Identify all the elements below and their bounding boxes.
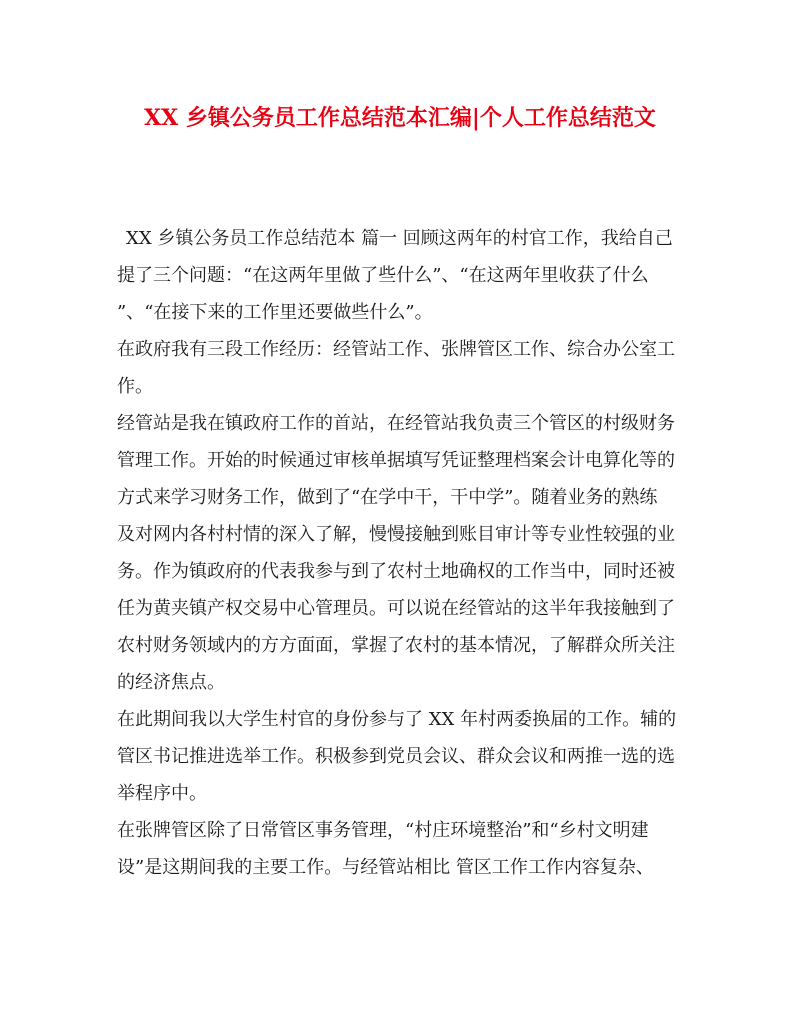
paragraph-line: XX 乡镇公务员工作总结范本 篇一 回顾这两年的村官工作，我给自己 <box>126 228 673 249</box>
paragraph-line: 设”是这期间我的主要工作。与经管站相比 管区工作工作内容复杂、 <box>117 857 654 878</box>
paragraph-line: 管区书记推进选举工作。积极参到党员会议、群众会议和两推一选的选 <box>117 746 675 767</box>
paragraph-line: 提了三个问题：“在这两年里做了些什么”、“在这两年里收获了什么 <box>117 265 649 286</box>
paragraph-line: 经管站是我在镇政府工作的首站，在经管站我负责三个管区的村级财务 <box>117 413 675 434</box>
paragraph-line: 举程序中。 <box>117 783 207 804</box>
paragraph-line: 任为黄夹镇产权交易中心管理员。可以说在经管站的这半年我接触到了 <box>117 598 675 619</box>
document-title: XX 乡镇公务员工作总结范本汇编|个人工作总结范文 <box>144 105 656 131</box>
paragraph-line: 农村财务领域内的方方面面，掌握了农村的基本情况，了解群众所关注 <box>117 635 675 656</box>
paragraph-line: 的经济焦点。 <box>117 672 225 693</box>
paragraph-line: 在张牌管区除了日常管区事务管理，“村庄环境整治”和“乡村文明建 <box>117 820 649 841</box>
paragraph-line: 在此期间我以大学生村官的身份参与了 XX 年村两委换届的工作。辅的 <box>117 709 677 730</box>
paragraph-line: 作。 <box>117 376 153 397</box>
paragraph-line: 方式来学习财务工作，做到了“在学中干，干中学”。随着业务的熟练 <box>117 487 658 508</box>
paragraph-line: 在政府我有三段工作经历：经管站工作、张牌管区工作、综合办公室工 <box>117 339 675 360</box>
paragraph-line: ”、“在接下来的工作里还要做些什么”。 <box>117 302 433 323</box>
paragraph-line: 及对网内各村村情的深入了解，慢慢接触到账目审计等专业性较强的业 <box>117 524 675 545</box>
paragraph-line: 管理工作。开始的时候通过审核单据填写凭证整理档案会计电算化等的 <box>117 450 675 471</box>
paragraph-line: 务。作为镇政府的代表我参与到了农村土地确权的工作当中，同时还被 <box>117 561 675 582</box>
document-body <box>117 220 687 886</box>
